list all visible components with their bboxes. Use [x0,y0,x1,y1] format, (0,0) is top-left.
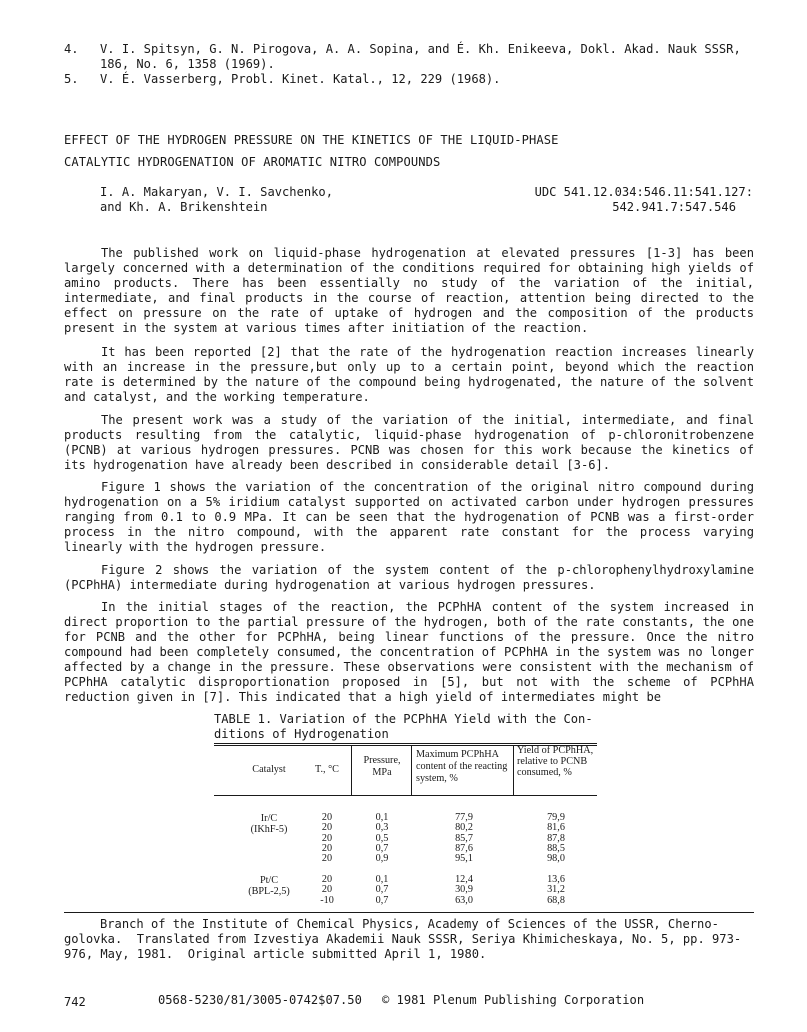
catalyst-ir-c: Ir/C (IKhF-5) [250,813,288,835]
header-pressure: Pressure, MPa [363,755,401,778]
footnote-divider [64,912,754,913]
yields-group-1: 79,9 81,6 87,8 88,5 98,0 [547,812,565,865]
reference-text: V. É. Vasserberg, Probl. Kinet. Katal., 12, 229 (1968). [100,72,501,86]
reference-text: V. I. Spitsyn, G. N. Pirogova, A. A. Sopina, and É. Kh. Enikeeva, Dokl. Akad. Nauk SSSR, [100,42,741,56]
yields-group-2: 13,6 31,2 68,8 [547,874,565,906]
table-caption-line-2: ditions of Hydrogenation [214,727,389,741]
udc-line-2: 542.941.7:547.546 [612,200,736,214]
paragraph-1: The published work on liquid-phase hydrogenation at elevated pressures [1-3] has been largely concerned with a determination of the conditions required for obtaining high yields of amino products. There has been essentially no study of the variation of the initial, intermediate, and final products in the course of reaction, attention being directed to the effect on pressure on the rate of uptake of hydrogen and the composition of the products present in the system at various times after initiation of the reaction. [64,246,754,335]
reference-4-continued: 186, No. 6, 1358 (1969). [100,57,275,71]
max-content-group-1: 77,9 80,2 85,7 87,6 95,1 [455,812,473,865]
reference-number: 4. [64,42,79,56]
header-temperature: T., °C [315,764,339,775]
authors-line-1: I. A. Makaryan, V. I. Savchenko, [100,185,333,199]
paragraph-5: Figure 2 shows the variation of the system content of the p-chlorophenylhydroxylamine (PCPhHA) intermediate during hydrogenation at various hydrogen pressures. [64,563,754,592]
footnote-line-2: golovka. Translated from Izvestiya Akademii Nauk SSSR, Seriya Khimicheskaya, No. 5, pp. 973- [64,932,742,946]
header-max-content: Maximum PCPhHA content of the reacting system, % [416,749,508,784]
authors-line-2: and Kh. A. Brikenshtein [100,200,268,214]
catalyst-pt-c: Pt/C (BPL-2,5) [248,875,290,897]
reference-number: 5. [64,72,79,86]
article-title-line-1: EFFECT OF THE HYDROGEN PRESSURE ON THE KINETICS OF THE LIQUID-PHASE [64,133,559,147]
article-title-line-2: CATALYTIC HYDROGENATION OF AROMATIC NITRO COMPOUNDS [64,155,441,169]
page-number: 742 [64,995,86,1009]
header-yield: Yield of PCPhHA, relative to PCNB consumed, % [517,745,594,778]
udc-line-1: UDC 541.12.034:546.11:541.127: [534,185,753,199]
table-caption-line-1: TABLE 1. Variation of the PCPhHA Yield with the Con- [214,712,593,726]
paragraph-3: The present work was a study of the variation of the initial, intermediate, and final products resulting from the catalytic, liquid-phase hydrogenation of p-chloronitrobenzene (PCNB) at various hydrogen pressures. PCNB was chosen for this work because the kinetics of its hydrogenation have already been described in considerable detail [3-6]. [64,413,754,472]
paragraph-6: In the initial stages of the reaction, the PCPhHA content of the system increased in direct proportion to the partial pressure of the hydrogen, both of the rate constants, the one for PCNB and the other for PCPhHA, being linear functions of the pressure. Once the nitro compound had been completely consumed, the concentration of PCPhHA in the system was no longer affected by a change in the pressure. These observations were consistent with the mechanism of PCPhHA catalytic disproportionation proposed in [5], but not with the scheme of PCPhHA reduction given in [7]. This indicated that a high yield of intermediates might be [64,600,754,704]
paragraph-2: It has been reported [2] that the rate of the hydrogenation reaction increases linearly with an increase in the pressure,but only up to a certain point, beyond which the reaction rate is determined by the nature of the compound being hydrogenated, the nature of the solvent and catalyst, and the working temperature. [64,345,754,404]
publication-code: 0568-5230/81/3005-0742$07.50 [158,993,362,1007]
paragraph-4: Figure 1 shows the variation of the concentration of the original nitro compound during hydrogenation on a 5% iridium catalyst supported on activated carbon under hydrogen pressures ranging from 0.1 to 0.9 MPa. It can be seen that the hydrogenation of PCNB was a first-order process in the nitro compound, with the apparent rate constant for the process varying linearly with the hydrogen pressure. [64,480,754,554]
temps-group-2: 20 20 -10 [320,874,334,906]
copyright-notice: © 1981 Plenum Publishing Corporation [382,993,645,1007]
pressures-group-1: 0,1 0,3 0,5 0,7 0,9 [375,812,389,865]
header-catalyst: Catalyst [252,764,286,775]
max-content-group-2: 12,4 30,9 63,0 [455,874,473,906]
footnote-line-1: Branch of the Institute of Chemical Physics, Academy of Sciences of the USSR, Cherno- [100,917,719,931]
pressures-group-2: 0,1 0,7 0,7 [375,874,389,906]
footnote-line-3: 976, May, 1981. Original article submitted April 1, 1980. [64,947,487,961]
temps-group-1: 20 20 20 20 20 [321,812,333,865]
